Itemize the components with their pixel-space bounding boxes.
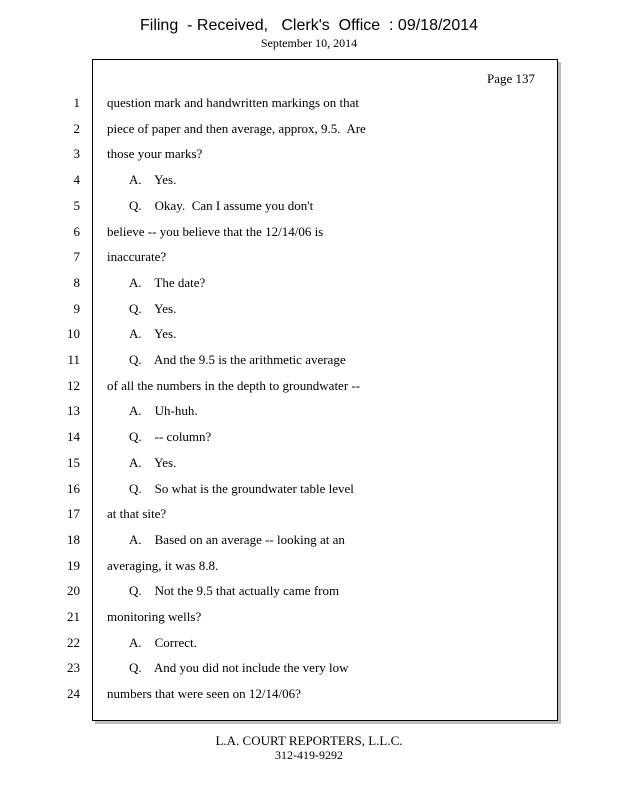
line-number: 14	[67, 429, 80, 444]
line-number: 24	[67, 686, 80, 701]
transcript-line: A. Correct.	[129, 635, 197, 650]
transcript-line: A. The date?	[129, 275, 206, 290]
transcript-line: monitoring wells?	[107, 609, 202, 624]
transcript-line: A. Uh-huh.	[129, 403, 198, 418]
transcript-line: Q. And you did not include the very low	[129, 660, 349, 675]
transcript-line: question mark and handwritten markings on that	[107, 95, 360, 110]
transcript-line: numbers that were seen on 12/14/06?	[107, 686, 301, 701]
footer-phone: 312-419-9292	[275, 748, 343, 762]
transcript-line: A. Based on an average -- looking at an	[129, 532, 345, 547]
page-number: Page 137	[486, 71, 535, 86]
transcript-line: Q. So what is the groundwater table level	[129, 481, 354, 496]
line-number: 6	[73, 224, 80, 239]
line-number: 18	[67, 532, 80, 547]
transcript-line: A. Yes.	[129, 326, 177, 341]
line-number: 17	[67, 506, 80, 521]
line-number: 13	[67, 403, 80, 418]
transcript-line: A. Yes.	[129, 172, 177, 187]
footer-company: L.A. COURT REPORTERS, L.L.C.	[215, 733, 403, 748]
transcript-line: of all the numbers in the depth to groundwater --	[107, 378, 361, 393]
transcript-line: Q. -- column?	[129, 429, 212, 444]
filing-stamp: Filing - Received, Clerk's Office : 09/18/2014	[139, 17, 479, 34]
line-number: 22	[67, 635, 80, 650]
transcript-line: Q. Yes.	[129, 301, 177, 316]
line-number: 21	[67, 609, 80, 624]
transcript-line: believe -- you believe that the 12/14/06 is	[107, 224, 324, 239]
line-number: 8	[73, 275, 80, 290]
line-number: 5	[73, 198, 80, 213]
line-number: 2	[73, 121, 80, 136]
line-number: 9	[73, 301, 80, 316]
line-number: 7	[73, 249, 80, 264]
transcript-line: those your marks?	[107, 146, 203, 161]
line-number: 23	[67, 660, 80, 675]
line-number: 4	[73, 172, 80, 187]
line-number: 10	[67, 326, 80, 341]
transcript-line: Q. And the 9.5 is the arithmetic average	[129, 352, 346, 367]
transcript-line: at that site?	[107, 506, 167, 521]
line-number: 3	[73, 146, 80, 161]
transcript-line: A. Yes.	[129, 455, 177, 470]
line-number: 15	[67, 455, 80, 470]
line-number: 11	[67, 352, 80, 367]
deposition-date: September 10, 2014	[260, 36, 358, 50]
transcript-line: Q. Not the 9.5 that actually came from	[129, 583, 340, 598]
line-number: 1	[73, 95, 80, 110]
transcript-line: inaccurate?	[107, 249, 167, 264]
line-number: 19	[67, 558, 80, 573]
transcript-line: Q. Okay. Can I assume you don't	[129, 198, 314, 213]
transcript-line: averaging, it was 8.8.	[107, 558, 219, 573]
line-number: 16	[67, 481, 80, 496]
line-number: 20	[67, 583, 80, 598]
transcript-line: piece of paper and then average, approx, 9.5. Are	[107, 121, 366, 136]
line-number: 12	[67, 378, 80, 393]
